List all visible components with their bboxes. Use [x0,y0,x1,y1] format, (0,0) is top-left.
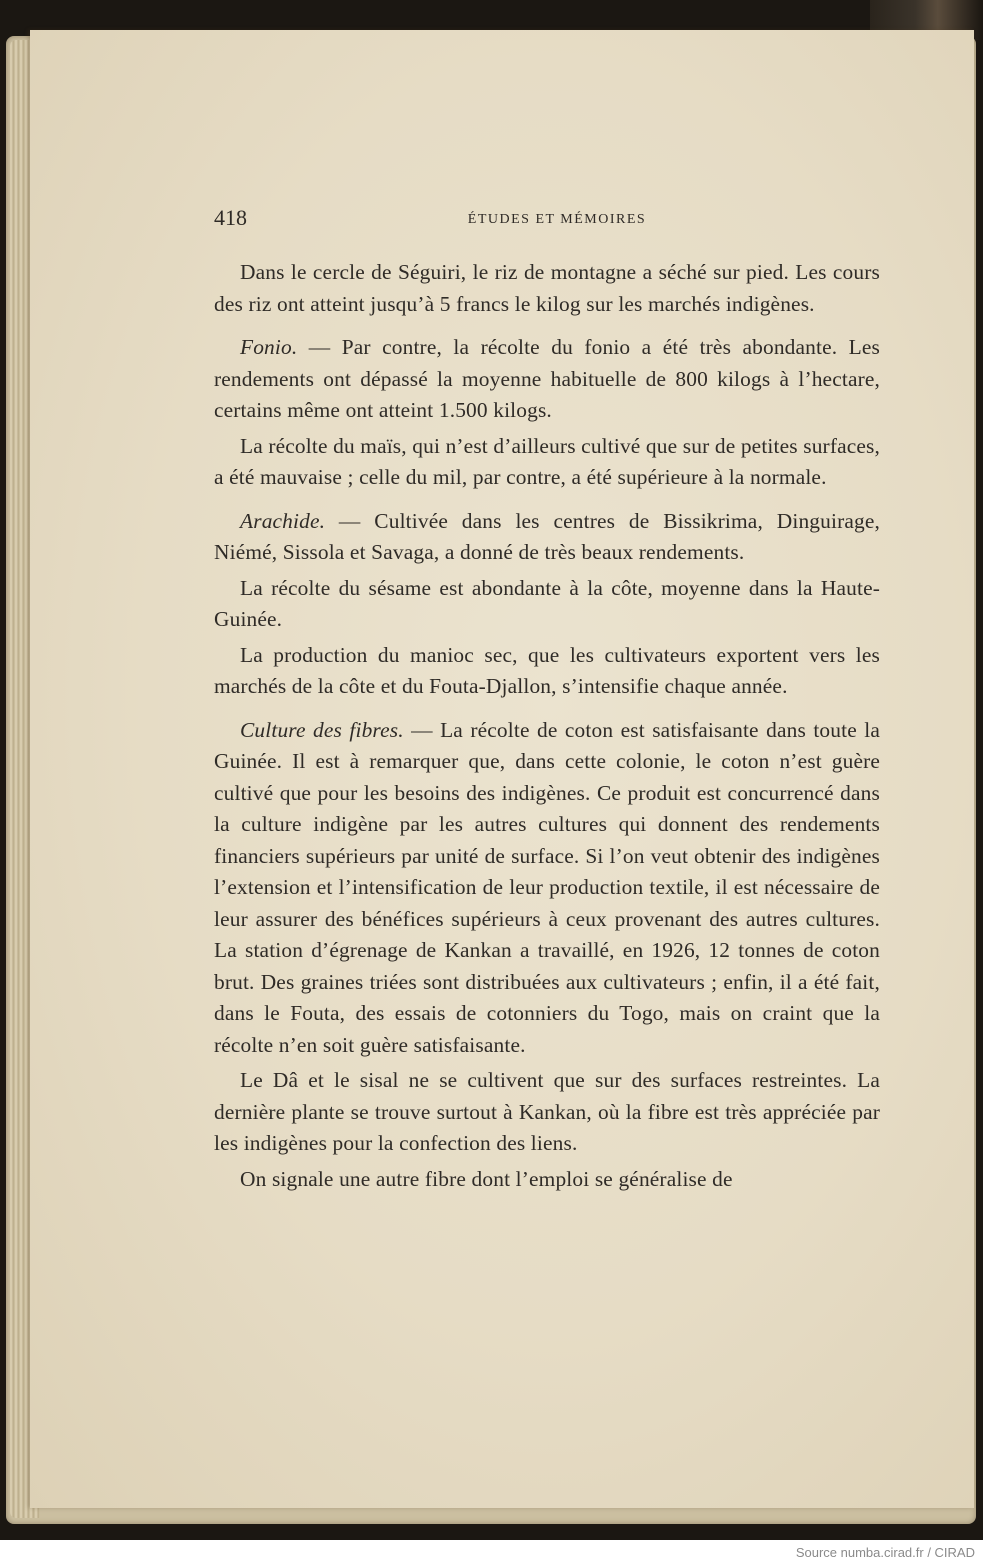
paragraph-fibres [214,715,880,1062]
paragraph-sisal: Le Dâ et le sisal ne se cultivent que sur des surfaces restreintes. La dernière plante se trouve surtout à Kankan, où la fibre est très appréciée par les indigènes pour la confection des liens. [214,1068,880,1155]
source-credit: Source numba.cirad.fr / CIRAD [795,1545,975,1560]
paragraph-manioc: La production du manioc sec, que les cultivateurs exportent vers les marchés de la côte et du Fouta-Djallon, s’intensifie chaque année. [214,642,880,698]
page-number: 418 [214,205,247,230]
paragraph-autre-fibre: On signale une autre fibre dont l’emploi se généralise de [240,1166,733,1191]
paragraph-arachide-text: — Cultivée dans les centres de Bissikrima, Dinguirage, Niémé, Sissola et Savaga, a donné de très beaux rendements. [214,508,880,564]
section-label-arachide: Arachide. [240,508,326,533]
paragraph-riz: Dans le cercle de Séguiri, le riz de montagne a séché sur pied. Les cours des riz ont atteint jusqu’à 5 francs le kilog sur les marchés indigènes. [214,260,880,316]
body-text [214,257,880,1195]
section-label-fonio: Fonio. [240,335,298,359]
page-header [214,205,880,235]
running-title: ÉTUDES ET MÉMOIRES [467,212,647,227]
paragraph-fibres-text: — La récolte de coton est satisfaisante dans toute la Guinée. Il est à remarquer que, dans cette colonie, le coton n’est guère cultivé que pour les besoins des indigènes. Ce produit est concurrencé dans la culture indigène par les autres cultures qui donnent des rendements financiers supérieurs par unité de surface. Si l’on veut obtenir des indigènes l’extension et l’intensification de leur production textile, il est nécessaire de leur assurer des bénéfices supérieurs à ceux provenant des autres cultures. La station d’égrenage de Kankan a travaillé, en 1926, 12 tonnes de coton brut. Des graines triées sont distribuées aux cultivateurs ; enfin, il a été fait, dans le Fouta, des essais de cotonniers du Togo, mais on craint que la récolte n’en soit guère satisfaisante. [214,717,880,1057]
paragraph-fonio-text: — Par contre, la récolte du fonio a été très abondante. Les rendements ont dépassé la moyenne habituelle de 800 kilogs à l’hectare, certains même ont atteint 1.500 kilogs. [214,335,880,422]
paragraph-fonio [214,332,880,427]
paragraph-arachide [214,506,880,569]
paragraph-mais: La récolte du maïs, qui n’est d’ailleurs cultivé que sur de petites surfaces, a été mauvaise ; celle du mil, par contre, a été supérieure à la normale. [214,433,880,489]
section-label-fibres: Culture des fibres. [240,717,404,742]
paragraph-sesame: La récolte du sésame est abondante à la côte, moyenne dans la Haute-Guinée. [214,575,880,631]
